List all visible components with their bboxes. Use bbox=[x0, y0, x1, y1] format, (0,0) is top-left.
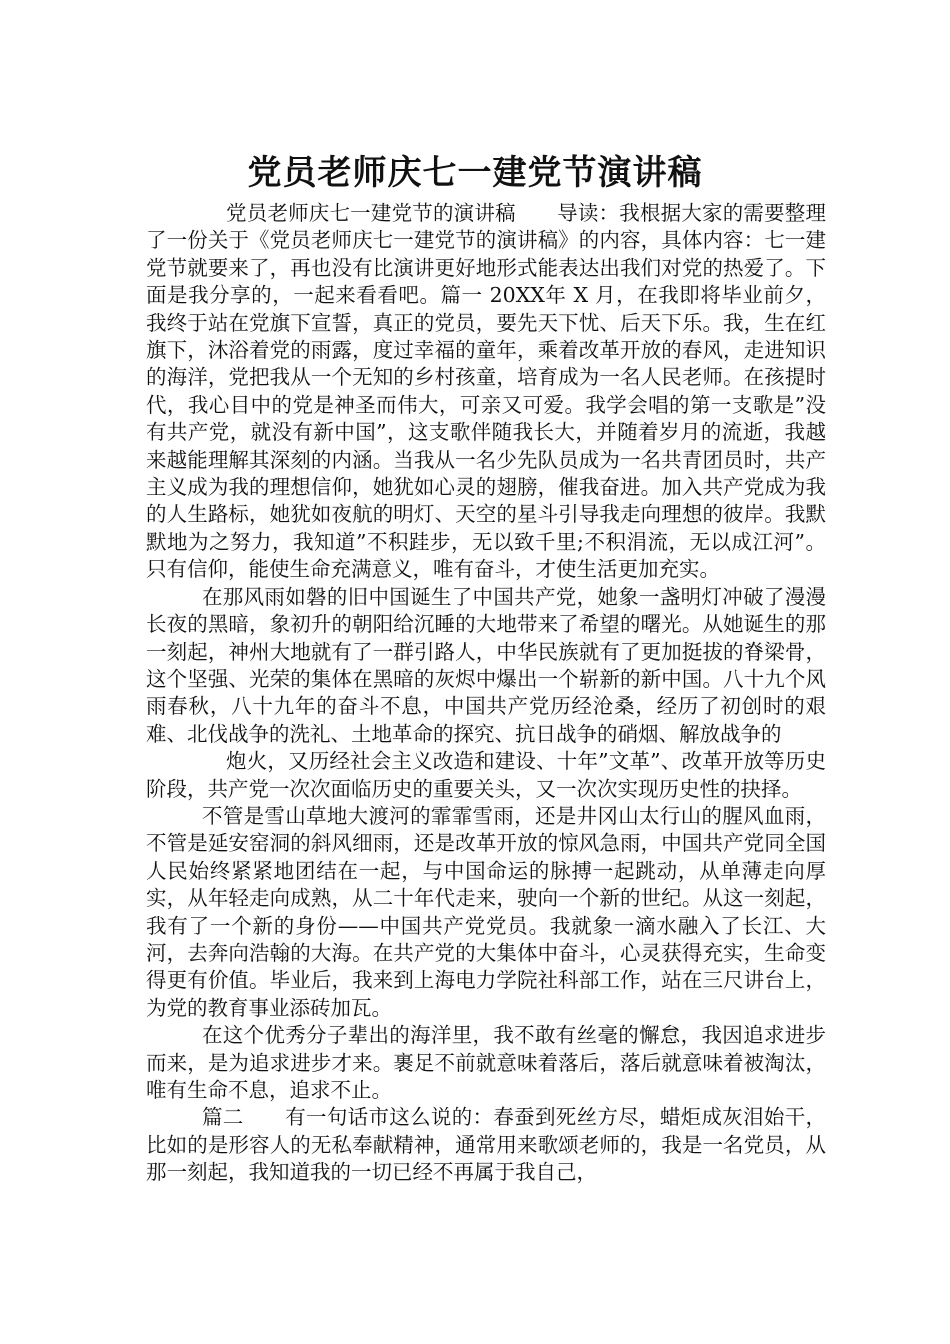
paragraph-progress: 在这个优秀分子辈出的海洋里，我不敢有丝毫的懈怠，我因追求进步而来，是为追求进步才来。裹足不前就意味着落后，落后就意味着被淘汰，唯有生命不息，追求不止。 bbox=[146, 1023, 826, 1102]
paragraph-history: 在那风雨如磐的旧中国诞生了中国共产党，她象一盏明灯冲破了漫漫长夜的黑暗，象初升的朝阳给沉睡的大地带来了希望的曙光。从她诞生的那一刻起，神州大地就有了一群引路人，中华民族就有了更加挺拔的脊梁骨，这个坚强、光荣的集体在黑暗的灰烬中爆出一个崭新的新中国。八十九个风雨春秋，八十九年的奋斗不息，中国共产党历经沧桑，经历了初创时的艰难、北伐战争的洗礼、土地革命的探究、抗日战争的硝烟、解放战争的 bbox=[146, 584, 826, 746]
paragraph-unity: 不管是雪山草地大渡河的霏霏雪雨，还是井冈山太行山的腥风血雨，不管是延安窑洞的斜风细雨，还是改革开放的惊风急雨，中国共产党同全国人民始终紧紧地团结在一起，与中国命运的脉搏一起跳动，从单薄走向厚实，从年轻走向成熟，从二十年代走来，驶向一个新的世纪。从这一刻起，我有了一个新的身份——中国共产党党员。我就象一滴水融入了长江、大河，去奔向浩翰的大海。在共产党的大集体中奋斗，心灵获得充实，生命变得更有价值。毕业后，我来到上海电力学院社科部工作，站在三尺讲台上，为党的教育事业添砖加瓦。 bbox=[146, 803, 826, 1020]
document-body bbox=[146, 200, 826, 1187]
paragraph-intro: 党员老师庆七一建党节的演讲稿 导读：我根据大家的需要整理了一份关于《党员老师庆七一建党节的演讲稿》的内容，具体内容：七一建党节就要来了，再也没有比演讲更好地形式能表达出我们对党的热爱了。下面是我分享的，一起来看看吧。篇一 20XX年 X 月，在我即将毕业前夕，我终于站在党旗下宣誓，真正的党员，要先天下忧、后天下乐。我，生在红旗下，沐浴着党的雨露，度过幸福的童年，乘着改革开放的春风，走进知识的海洋，党把我从一个无知的乡村孩童，培育成为一名人民老师。在孩提时代，我心目中的党是神圣而伟大，可亲又可爱。我学会唱的第一支歌是”没有共产党，就没有新中国”，这支歌伴随我长大，并随着岁月的流逝，我越来越能理解其深刻的内涵。当我从一名少先队员成为一名共青团员时，共产主义成为我的理想信仰，她犹如心灵的翅膀，催我奋进。加入共产党成为我的人生路标，她犹如夜航的明灯、天空的星斗引导我走向理想的彼岸。我默默地为之努力，我知道”不积跬步，无以致千里;不积涓流，无以成江河”。只有信仰，能使生命充满意义，唯有奋斗，才使生活更加充实。 bbox=[146, 201, 826, 582]
document-title: 党员老师庆七一建党节演讲稿 bbox=[247, 152, 703, 193]
paragraph-continuation: 炮火，又历经社会主义改造和建设、十年”文革”、改革开放等历史阶段，共产党一次次面临历史的重要关头，又一次次实现历史性的抉择。 bbox=[146, 749, 826, 801]
paragraph-part-two: 篇二 有一句话市这么说的：春蚕到死丝方尽，蜡炬成灰泪始干，比如的是形容人的无私奉献精神，通常用来歌颂老师的，我是一名党员，从那一刻起，我知道我的一切已经不再属于我自己， bbox=[146, 1105, 826, 1185]
